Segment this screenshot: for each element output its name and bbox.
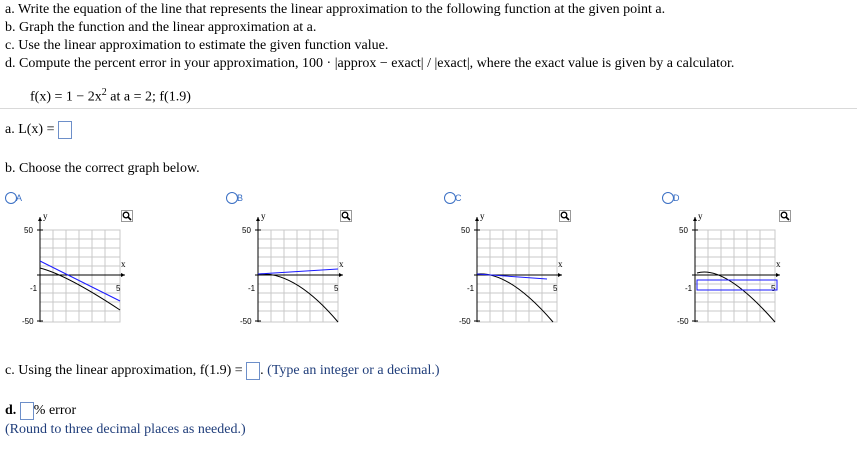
y-min-label: -50 (22, 317, 34, 325)
x-max-label: 5 (334, 284, 339, 293)
part-c: c. Using the linear approximation, f(1.9) = . (Type an integer or a decimal.) (5, 363, 440, 379)
y-axis-label: y (261, 211, 266, 221)
graph-a-svg (22, 205, 132, 325)
graph-b-svg (240, 205, 350, 325)
y-max-label: 50 (24, 226, 33, 235)
linear-approximation-input[interactable] (58, 121, 72, 139)
instruction-b: b. Graph the function and the linear approximation at a. (5, 20, 317, 35)
x-axis-label: x (339, 259, 344, 269)
graph-option-d[interactable] (677, 205, 787, 325)
function-statement: $f(x) = 1 - 2x^2$ at a = 2; f(1.9) (30, 87, 191, 105)
x-min-label: -1 (248, 284, 256, 293)
y-axis-label: y (480, 211, 485, 221)
x-axis-label: x (558, 259, 563, 269)
graph-d-svg (677, 205, 787, 325)
x-min-label: -1 (30, 284, 38, 293)
x-max-label: 5 (116, 284, 121, 293)
x-axis-label: x (121, 259, 126, 269)
instruction-c: c. Use the linear approximation to estimate the given function value. (5, 38, 389, 53)
y-min-label: -50 (677, 317, 689, 325)
instruction-a: a. Write the equation of the line that represents the linear approximation to the following function at the given point a. (5, 2, 666, 17)
instruction-d: d. Compute the percent error in your approximation, 100 · |approx − exact| / |exact|, where the exact value is given by a calculator. (5, 56, 735, 71)
part-a: a. L(x) = (5, 121, 72, 139)
x-min-label: -1 (685, 284, 693, 293)
y-min-label: -50 (459, 317, 471, 325)
y-max-label: 50 (461, 226, 470, 235)
x-min-label: -1 (467, 284, 475, 293)
divider (0, 108, 857, 109)
graph-option-b[interactable] (240, 205, 350, 325)
x-max-label: 5 (771, 284, 776, 293)
x-axis-label: x (776, 259, 781, 269)
part-d: d. % error (5, 403, 77, 419)
estimate-input[interactable] (246, 362, 260, 380)
graph-option-a[interactable] (22, 205, 132, 325)
y-min-label: -50 (240, 317, 252, 325)
part-c-hint: (Type an integer or a decimal.) (267, 363, 440, 379)
y-axis-label: y (43, 211, 48, 221)
percent-error-input[interactable] (20, 402, 34, 420)
graph-option-c[interactable] (459, 205, 569, 325)
part-b-prompt: b. Choose the correct graph below. (5, 161, 200, 176)
part-d-hint: (Round to three decimal places as needed.) (5, 422, 246, 437)
y-max-label: 50 (679, 226, 688, 235)
y-axis-label: y (698, 211, 703, 221)
graph-c-svg (459, 205, 569, 325)
x-max-label: 5 (553, 284, 558, 293)
y-max-label: 50 (242, 226, 251, 235)
